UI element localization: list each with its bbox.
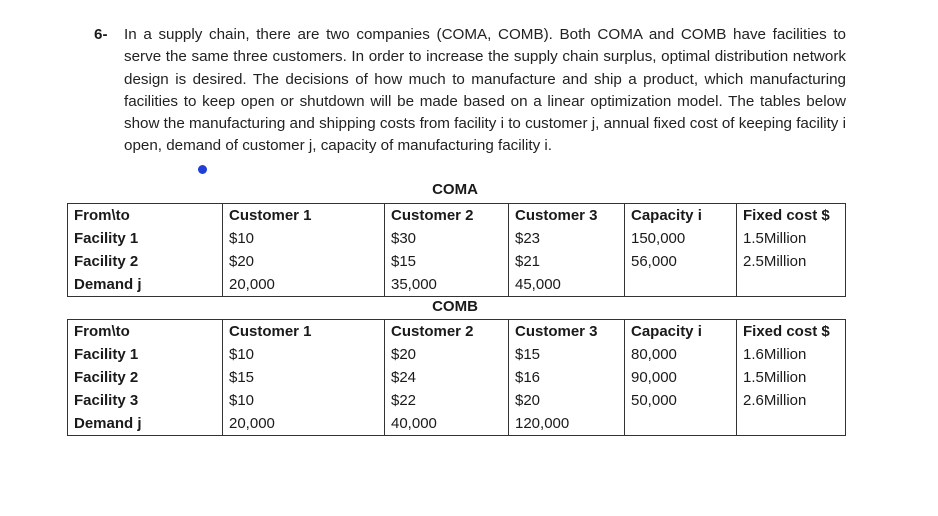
row-label: Facility 2 — [68, 250, 223, 273]
table-cell: $23 — [509, 227, 625, 250]
table-cell: 45,000 — [509, 273, 625, 297]
header-cell: Capacity i — [625, 204, 737, 228]
question-text: In a supply chain, there are two companies (COMA, COMB). Both COMA and COMB have facilities to serve the same three customers. In order to increase the supply chain surplus, optimal distribution network design is desired. The decisions of how much to manufacture and ship a product, which manufacturing facilities to keep open or shutdown will be made based on a linear optimization model. The tables below show the manufacturing and shipping costs from facility i to customer j, annual fixed cost of keeping facility i open, demand of customer j, capacity of manufacturing facility i. — [124, 26, 846, 155]
comb-cost-table — [67, 319, 846, 436]
table-cell: 80,000 — [625, 343, 737, 366]
table-cell: 120,000 — [509, 412, 625, 436]
table-cell: 1.6Million — [737, 343, 846, 366]
table-cell: $21 — [509, 250, 625, 273]
coma-cost-table — [67, 203, 846, 297]
table-cell — [737, 273, 846, 297]
table-title-comb: COMB — [432, 298, 478, 315]
table-cell: $10 — [223, 343, 385, 366]
table-cell: $15 — [385, 250, 509, 273]
table-cell: 50,000 — [625, 389, 737, 412]
row-label: Facility 3 — [68, 389, 223, 412]
table-cell: $20 — [385, 343, 509, 366]
table-row — [68, 343, 846, 366]
table-cell: $20 — [223, 250, 385, 273]
table-cell: 2.5Million — [737, 250, 846, 273]
table-cell: 20,000 — [223, 412, 385, 436]
header-cell: Customer 3 — [509, 204, 625, 228]
table-cell: $20 — [509, 389, 625, 412]
header-cell: Customer 3 — [509, 320, 625, 344]
table-row — [68, 227, 846, 250]
question-block — [94, 24, 846, 158]
table-cell — [737, 412, 846, 436]
table-cell: 2.6Million — [737, 389, 846, 412]
table-cell: 150,000 — [625, 227, 737, 250]
table-cell — [625, 412, 737, 436]
table-cell: 1.5Million — [737, 227, 846, 250]
table-cell: $15 — [223, 366, 385, 389]
table-row — [68, 366, 846, 389]
row-label: Facility 2 — [68, 366, 223, 389]
demand-row — [68, 412, 846, 436]
cursor-dot-icon — [198, 165, 207, 174]
header-cell: From\to — [68, 320, 223, 344]
header-cell: Fixed cost $ — [737, 204, 846, 228]
table-cell: 1.5Million — [737, 366, 846, 389]
table-header-row — [68, 204, 846, 228]
row-label: Facility 1 — [68, 343, 223, 366]
row-label: Facility 1 — [68, 227, 223, 250]
table-row — [68, 389, 846, 412]
header-cell: Customer 1 — [223, 320, 385, 344]
header-cell: Fixed cost $ — [737, 320, 846, 344]
header-cell: From\to — [68, 204, 223, 228]
table-cell: 35,000 — [385, 273, 509, 297]
header-cell: Customer 1 — [223, 204, 385, 228]
table-cell — [625, 273, 737, 297]
row-label: Demand j — [68, 412, 223, 436]
header-cell: Customer 2 — [385, 320, 509, 344]
table-header-row — [68, 320, 846, 344]
table-title-coma: COMA — [432, 181, 478, 198]
table-cell: $22 — [385, 389, 509, 412]
header-cell: Capacity i — [625, 320, 737, 344]
table-cell: $10 — [223, 389, 385, 412]
table-cell: 20,000 — [223, 273, 385, 297]
table-cell: $24 — [385, 366, 509, 389]
table-cell: $15 — [509, 343, 625, 366]
table-cell: $10 — [223, 227, 385, 250]
row-label: Demand j — [68, 273, 223, 297]
table-cell: 90,000 — [625, 366, 737, 389]
demand-row — [68, 273, 846, 297]
table-cell: 56,000 — [625, 250, 737, 273]
table-cell: $16 — [509, 366, 625, 389]
table-cell: 40,000 — [385, 412, 509, 436]
table-cell: $30 — [385, 227, 509, 250]
header-cell: Customer 2 — [385, 204, 509, 228]
question-number: 6- — [94, 26, 108, 43]
table-row — [68, 250, 846, 273]
